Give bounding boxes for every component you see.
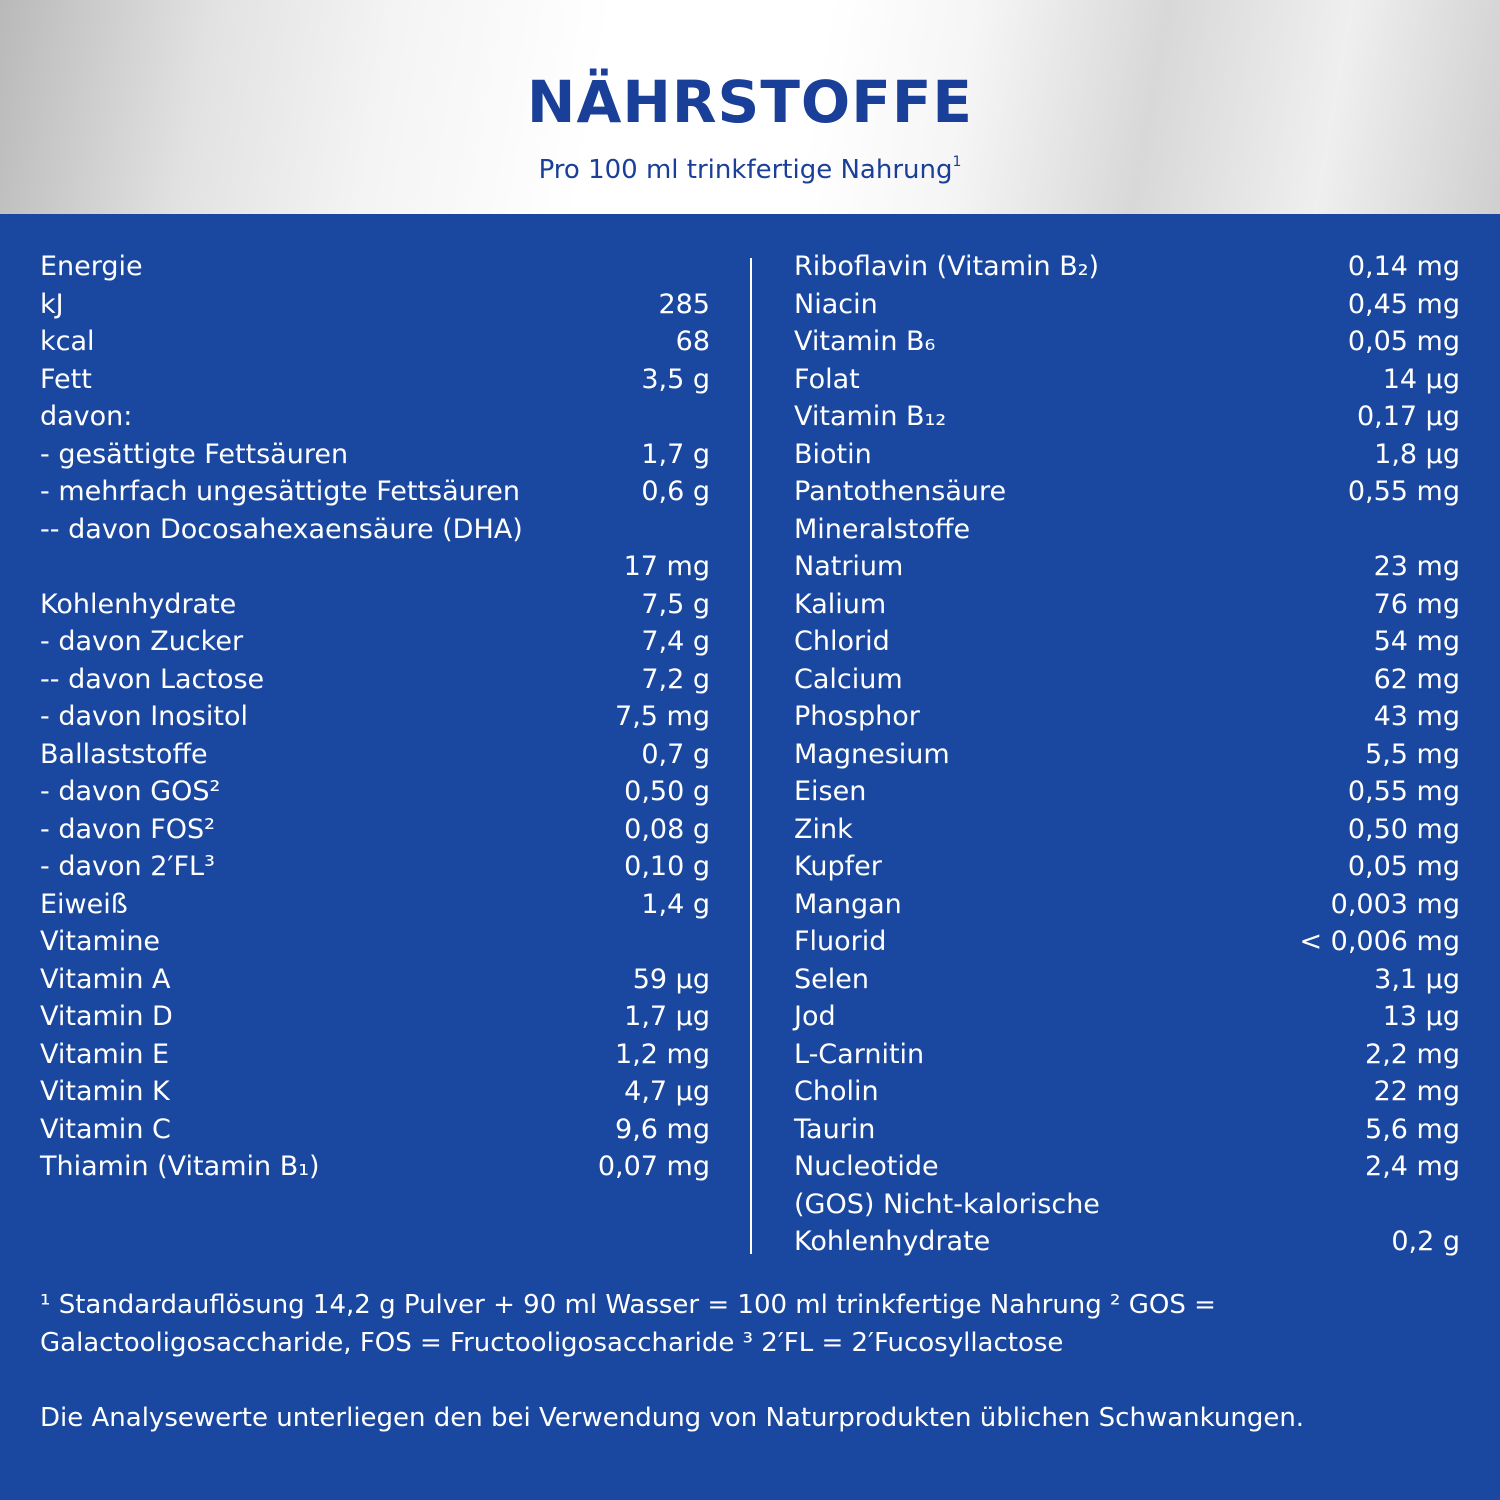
nutrient-label: Zink	[794, 813, 853, 845]
nutrient-row	[40, 473, 710, 511]
nutrient-label: - mehrfach ungesättigte Fettsäuren	[40, 476, 521, 507]
nutrient-label: -- davon Docosahexaensäure (DHA)	[40, 513, 523, 545]
nutrient-value: 0,55 mg	[1347, 476, 1460, 507]
nutrient-row	[794, 361, 1460, 399]
nutrient-label: Eisen	[794, 776, 867, 807]
nutrient-row	[794, 623, 1460, 661]
nutrient-row	[40, 1111, 710, 1149]
nutrient-value: 0,50 mg	[1347, 813, 1460, 845]
nutrient-value: 1,7 µg	[624, 1001, 710, 1032]
nutrient-value: 1,4 g	[641, 888, 710, 920]
nutrient-row	[40, 886, 710, 924]
nutrient-value: 0,05 mg	[1347, 326, 1460, 357]
nutrient-label: Vitamin B₆	[794, 326, 936, 357]
nutrient-row	[794, 436, 1460, 474]
nutrient-row	[794, 1148, 1460, 1186]
nutrient-label: Mineralstoffe	[794, 513, 971, 545]
subtitle-footnote-marker: 1	[952, 154, 962, 170]
nutrient-value: 7,4 g	[641, 626, 710, 657]
nutrient-label: Pantothensäure	[794, 476, 1007, 507]
header-banner	[0, 0, 1500, 214]
nutrient-value: 5,6 mg	[1365, 1113, 1460, 1145]
nutrient-row	[794, 1073, 1460, 1111]
nutrient-label: Eiweiß	[40, 888, 128, 920]
nutrient-value: 0,14 mg	[1347, 251, 1460, 282]
nutrient-label: Chlorid	[794, 626, 890, 657]
nutrient-label: Kalium	[794, 588, 887, 620]
nutrient-row	[40, 586, 710, 624]
nutrient-value: 3,5 g	[641, 363, 710, 395]
nutrient-value: 3,1 µg	[1374, 963, 1460, 995]
nutrient-row	[40, 248, 710, 286]
nutrient-label: - davon Zucker	[40, 626, 244, 657]
nutrient-value: 7,5 mg	[615, 701, 710, 732]
nutrient-label: Energie	[40, 251, 143, 282]
nutrient-value: 285	[658, 288, 710, 320]
nutrient-value: 22 mg	[1373, 1076, 1460, 1107]
nutrient-value: 0,2 g	[1391, 1226, 1460, 1257]
nutrient-value: 43 mg	[1373, 701, 1460, 732]
page-subtitle	[0, 146, 1500, 186]
nutrient-label: Selen	[794, 963, 869, 995]
nutrient-value: 0,6 g	[641, 476, 710, 507]
nutrient-row	[794, 848, 1460, 886]
nutrient-label: - davon Inositol	[40, 701, 248, 732]
nutrient-label: - davon GOS²	[40, 776, 221, 807]
nutrient-row	[40, 323, 710, 361]
nutrient-label: Cholin	[794, 1076, 879, 1107]
nutrient-value: 1,2 mg	[615, 1038, 710, 1070]
nutrient-value: 7,2 g	[641, 663, 710, 695]
nutrient-row	[40, 773, 710, 811]
nutrient-row	[794, 511, 1460, 549]
nutrient-label: davon:	[40, 401, 133, 432]
nutrient-row	[40, 436, 710, 474]
nutrient-label: Mangan	[794, 888, 902, 920]
nutrient-row	[40, 398, 710, 436]
analysis-note: Die Analysewerte unterliegen den bei Verwendung von Naturprodukten üblichen Schwankungen.	[40, 1403, 1305, 1433]
nutrient-label: Vitamin B₁₂	[794, 401, 947, 432]
column-divider	[750, 258, 752, 1254]
nutrient-label: Thiamin (Vitamin B₁)	[40, 1151, 320, 1182]
nutrient-value: 0,08 g	[624, 813, 710, 845]
nutrient-label: Ballaststoffe	[40, 738, 208, 770]
nutrient-label: Vitamin C	[40, 1113, 171, 1145]
nutrient-row	[40, 548, 710, 586]
nutrient-label: Folat	[794, 363, 860, 395]
nutrient-row	[794, 1186, 1460, 1224]
nutrient-label: Vitamin A	[40, 963, 171, 995]
nutrient-value: 59 µg	[632, 963, 710, 995]
nutrient-value: 0,07 mg	[597, 1151, 710, 1182]
nutrient-label: kJ	[40, 288, 64, 320]
nutrient-value: 0,05 mg	[1347, 851, 1460, 882]
page-title: NÄHRSTOFFE	[526, 68, 974, 136]
nutrient-row	[40, 736, 710, 774]
nutrient-row	[794, 1223, 1460, 1261]
nutrient-label: Kohlenhydrate	[40, 588, 237, 620]
nutrient-label: Vitamine	[40, 926, 161, 957]
nutrient-label: Kupfer	[794, 851, 882, 882]
nutrient-row	[40, 698, 710, 736]
nutrient-label: kcal	[40, 326, 95, 357]
nutrient-label: Vitamin E	[40, 1038, 170, 1070]
nutrient-label: Nucleotide	[794, 1151, 939, 1182]
nutrient-row	[40, 361, 710, 399]
nutrient-value: 14 µg	[1382, 363, 1460, 395]
nutrient-label: - gesättigte Fettsäuren	[40, 438, 349, 470]
nutrient-row	[794, 548, 1460, 586]
nutrient-row	[40, 811, 710, 849]
nutrient-label: Magnesium	[794, 738, 950, 770]
nutrient-row	[40, 286, 710, 324]
nutrient-label: Jod	[794, 1001, 836, 1032]
nutrient-value: 7,5 g	[641, 588, 710, 620]
nutrient-row	[40, 1073, 710, 1111]
nutrient-row	[794, 961, 1460, 999]
nutrient-value: 2,4 mg	[1365, 1151, 1460, 1182]
nutrient-label: - davon FOS²	[40, 813, 215, 845]
nutrient-row	[794, 286, 1460, 324]
nutrient-value: 1,7 g	[641, 438, 710, 470]
nutrient-label: Niacin	[794, 288, 878, 320]
nutrient-value: < 0,006 mg	[1299, 926, 1460, 957]
nutrient-value: 0,7 g	[641, 738, 710, 770]
nutrient-row	[794, 998, 1460, 1036]
nutrient-value: 1,8 µg	[1374, 438, 1460, 470]
nutrient-value: 76 mg	[1373, 588, 1460, 620]
nutrient-row	[40, 961, 710, 999]
nutrient-value: 23 mg	[1373, 551, 1460, 582]
nutrient-value: 0,55 mg	[1347, 776, 1460, 807]
nutrient-value: 62 mg	[1373, 663, 1460, 695]
nutrient-value: 0,003 mg	[1330, 888, 1460, 920]
nutrient-value: 13 µg	[1382, 1001, 1460, 1032]
nutrient-label: Taurin	[794, 1113, 876, 1145]
nutrient-row	[40, 998, 710, 1036]
nutrient-label: Vitamin D	[40, 1001, 173, 1032]
nutrient-row	[40, 623, 710, 661]
nutrient-value: 0,45 mg	[1347, 288, 1460, 320]
nutrient-value: 9,6 mg	[615, 1113, 710, 1145]
nutrient-row	[794, 398, 1460, 436]
nutrient-row	[794, 736, 1460, 774]
nutrient-row	[794, 773, 1460, 811]
nutrient-row	[794, 811, 1460, 849]
nutrient-label: Riboflavin (Vitamin B₂)	[794, 251, 1100, 282]
nutrient-row	[794, 661, 1460, 699]
nutrient-label: Fett	[40, 363, 92, 395]
nutrition-panel	[0, 214, 1500, 1500]
footnotes: ¹ Standardauflösung 14,2 g Pulver + 90 ml Wasser = 100 ml trinkfertige Nahrung ² GOS = Galactooligosaccharide, FOS = Fructooligosaccharide ³ 2′FL = 2′Fucosyllactose	[40, 1290, 1216, 1358]
nutrient-label: Kohlenhydrate	[794, 1226, 991, 1257]
nutrient-row	[40, 661, 710, 699]
nutrient-row	[40, 1148, 710, 1186]
nutrient-column-left	[40, 248, 710, 1186]
nutrient-value: 68	[675, 326, 710, 357]
nutrient-row	[794, 698, 1460, 736]
nutrient-row	[794, 886, 1460, 924]
nutrient-label: (GOS) Nicht-kalorische	[794, 1188, 1100, 1220]
nutrient-row	[40, 923, 710, 961]
nutrient-row	[794, 1036, 1460, 1074]
nutrient-value: 17 mg	[623, 551, 710, 582]
nutrient-label: Natrium	[794, 551, 904, 582]
nutrient-value: 4,7 µg	[624, 1076, 710, 1107]
nutrient-label: L-Carnitin	[794, 1038, 925, 1070]
nutrient-row	[40, 848, 710, 886]
nutrient-label: -- davon Lactose	[40, 663, 265, 695]
nutrient-value: 54 mg	[1373, 626, 1460, 657]
nutrient-label: Phosphor	[794, 701, 920, 732]
nutrient-label: - davon 2′FL³	[40, 851, 215, 882]
subtitle-text: Pro 100 ml trinkfertige Nahrung	[538, 155, 953, 185]
nutrient-column-right	[794, 248, 1460, 1261]
nutrient-row	[794, 473, 1460, 511]
nutrient-row	[794, 248, 1460, 286]
nutrient-row	[40, 511, 710, 549]
nutrient-value: 2,2 mg	[1365, 1038, 1460, 1070]
nutrient-label: Vitamin K	[40, 1076, 170, 1107]
nutrient-row	[794, 586, 1460, 624]
nutrient-row	[794, 1111, 1460, 1149]
nutrient-value: 0,17 µg	[1356, 401, 1460, 432]
nutrient-row	[40, 1036, 710, 1074]
nutrient-value: 5,5 mg	[1365, 738, 1460, 770]
nutrient-label: Biotin	[794, 438, 872, 470]
nutrient-row	[794, 923, 1460, 961]
nutrient-row	[794, 323, 1460, 361]
nutrient-label: Calcium	[794, 663, 903, 695]
nutrient-value: 0,10 g	[624, 851, 710, 882]
nutrient-label: Fluorid	[794, 926, 887, 957]
nutrient-value: 0,50 g	[624, 776, 710, 807]
